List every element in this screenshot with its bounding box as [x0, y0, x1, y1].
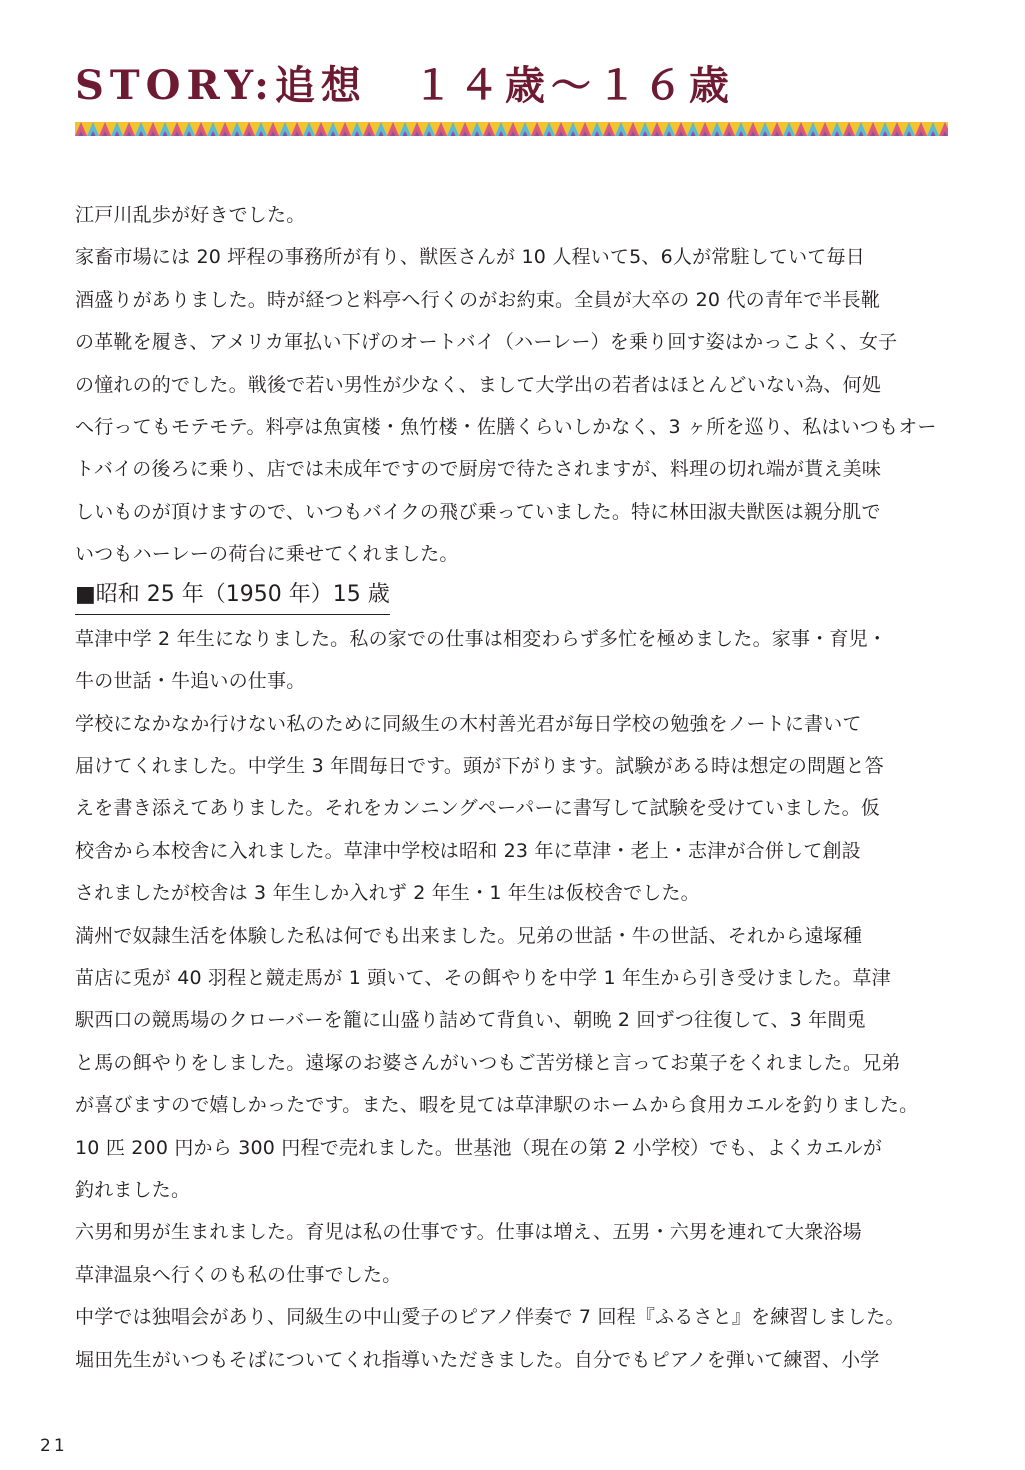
text-line: の革靴を履き、アメリカ軍払い下げのオートバイ（ハーレー）を乗り回す姿はかっこよく、女子	[75, 331, 898, 354]
text-line: 釣れました。	[75, 1178, 191, 1201]
text-line: されましたが校舎は 3 年生しか入れず 2 年生・1 年生は仮校舎でした。	[75, 882, 700, 905]
text-line: えを書き添えてありました。それをカンニングペーパーに書写して試験を受けていました。仮	[75, 797, 881, 820]
text-line: の憧れの的でした。戦後で若い男性が少なく、まして大学出の若者はほとんどいない為、何処	[75, 373, 882, 396]
text-line: 学校になかなか行けない私のために同級生の木村善光君が毎日学校の勉強をノートに書いて	[75, 712, 862, 735]
text-line: 六男和男が生まれました。育児は私の仕事です。仕事は増え、五男・六男を連れて大衆浴場	[75, 1221, 862, 1244]
section-heading-row	[75, 576, 955, 618]
page-title: STORY:追想 １４歳～１６歳	[75, 62, 735, 109]
text-line: 家畜市場には 20 坪程の事務所が有り、獣医さんが 10 人程いて5、6人が常駐していて毎日	[75, 246, 865, 269]
article-body	[75, 194, 955, 1381]
text-line: しいものが頂けますので、いつもバイクの飛び乗っていました。特に林田淑夫獣医は親分肌で	[75, 500, 881, 523]
text-line: 堀田先生がいつもそばについてくれ指導いただきました。自分でもピアノを弾いて練習、小学	[75, 1348, 880, 1371]
decorative-divider	[75, 122, 948, 136]
paragraph-block-2	[75, 618, 955, 1381]
page-number: 21	[40, 1436, 68, 1456]
text-line: 酒盛りがありました。時が経つと料亭へ行くのがお約束。全員が大卒の 20 代の青年で半長靴	[75, 288, 881, 311]
text-line: が喜びますので嬉しかったです。また、暇を見ては草津駅のホームから食用カエルを釣りました。	[75, 1094, 919, 1117]
text-line: 届けてくれました。中学生 3 年間毎日です。頭が下がります。試験がある時は想定の問題と答	[75, 755, 884, 778]
text-line: 駅西口の競馬場のクローバーを籠に山盛り詰めて背負い、朝晩 2 回ずつ往復して、3 年間兎	[75, 1009, 866, 1032]
text-line: へ行ってもモテモテ。料亭は魚寅楼・魚竹楼・佐膳くらいしかなく、3 ヶ所を巡り、私はいつもオー	[75, 415, 937, 438]
text-line: 校舎から本校舎に入れました。草津中学校は昭和 23 年に草津・老上・志津が合併して創設	[75, 839, 861, 862]
text-line: 江戸川乱歩が好きでした。	[75, 204, 306, 226]
text-line: と馬の餌やりをしました。遠塚のお婆さんがいつもご苦労様と言ってお菓子をくれました。兄弟	[75, 1051, 901, 1074]
text-line: 草津中学 2 年生になりました。私の家での仕事は相変わらず多忙を極めました。家事・育児・	[75, 627, 887, 650]
paragraph-block-1	[75, 194, 955, 576]
section-heading: ■昭和 25 年（1950 年）15 歳	[75, 578, 390, 615]
text-line: 苗店に兎が 40 羽程と競走馬が 1 頭いて、その餌やりを中学 1 年生から引き受けました。草津	[75, 967, 891, 990]
text-line: 牛の世話・牛追いの仕事。	[75, 670, 306, 693]
text-line: 草津温泉へ行くのも私の仕事でした。	[75, 1263, 402, 1286]
text-line: 10 匹 200 円から 300 円程で売れました。世基池（現在の第 2 小学校）でも、よくカエルが	[75, 1136, 883, 1159]
text-line: 満州で奴隷生活を体験した私は何でも出来ました。兄弟の世話・牛の世話、それから遠塚種	[75, 924, 863, 947]
text-line: トバイの後ろに乗り、店では未成年ですので厨房で待たされますが、料理の切れ端が貰え美味	[75, 458, 882, 481]
text-line: いつもハーレーの荷台に乗せてくれました。	[75, 543, 459, 566]
text-line: 中学では独唱会があり、同級生の中山愛子のピアノ伴奏で 7 回程『ふるさと』を練習しました。	[75, 1306, 905, 1329]
